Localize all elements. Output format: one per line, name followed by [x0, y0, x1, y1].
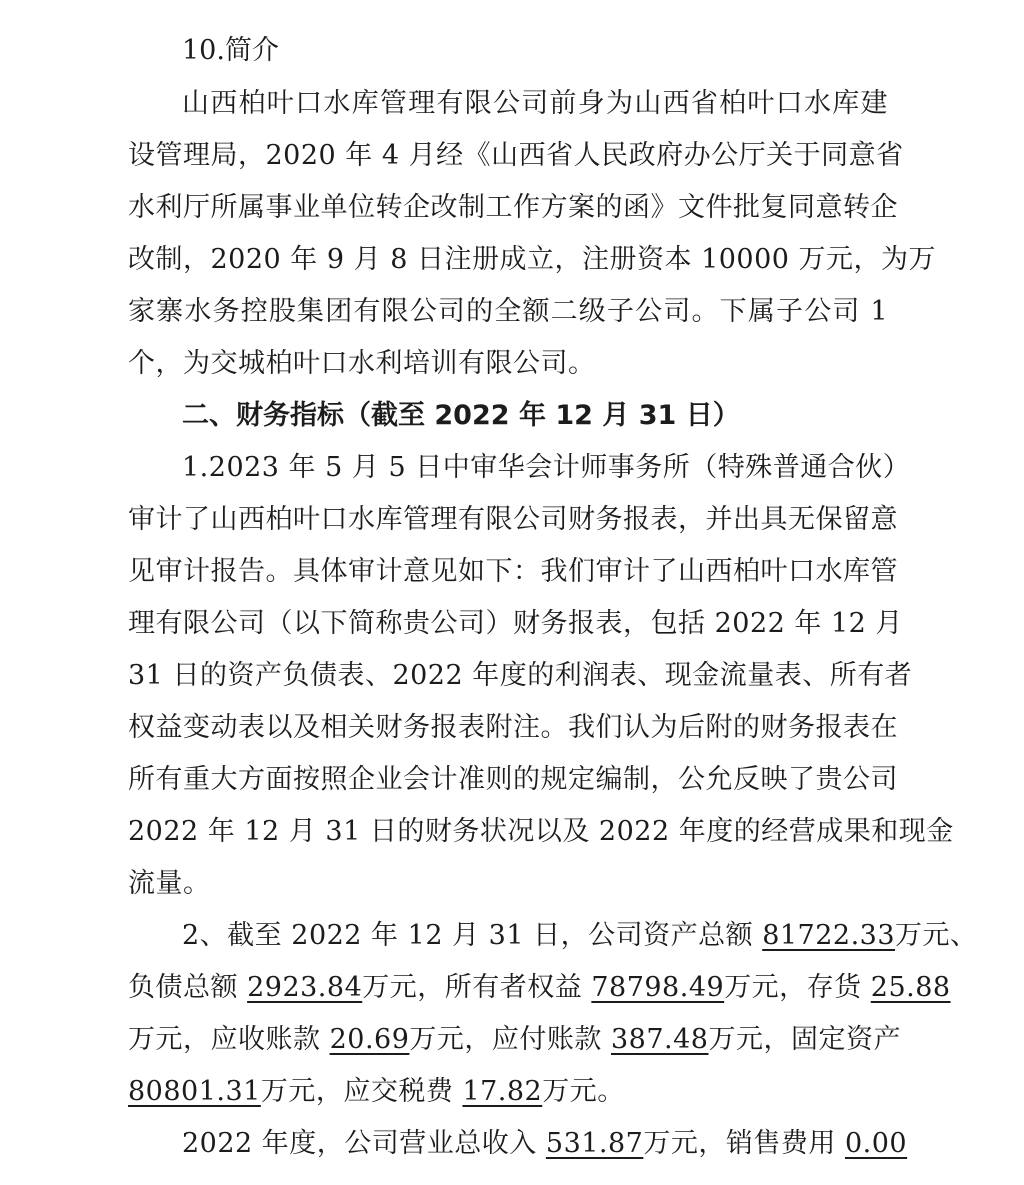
audit-line-8: 2022 年 12 月 31 日的财务状况以及 2022 年度的经营成果和现金 [128, 816, 954, 847]
balance-text: 万元，所有者权益 [362, 972, 592, 1003]
audit-line-4: 理有限公司（以下简称贵公司）财务报表，包括 2022 年 12 月 [128, 608, 903, 639]
balance-text: 万元，存货 [724, 972, 871, 1003]
intro-line-3: 水利厅所属事业单位转企改制工作方案的函》文件批复同意转企 [128, 192, 898, 223]
intro-line-5: 家寨水务控股集团有限公司的全额二级子公司。下属子公司 1 [128, 296, 888, 327]
total-liabilities-value: 2923.84 [247, 972, 363, 1003]
payables-value: 387.48 [610, 1024, 709, 1055]
inventory-value: 25.88 [870, 972, 951, 1003]
intro-title: 10.简介 [182, 35, 279, 66]
balance-text: 万元。 [542, 1076, 625, 1107]
audit-line-1: 1.2023 年 5 月 5 日中审华会计师事务所（特殊普通合伙） [182, 452, 911, 483]
income-line-1 [182, 1127, 908, 1161]
audit-line-5: 31 日的资产负债表、2022 年度的利润表、现金流量表、所有者 [128, 660, 913, 691]
balance-text: 万元，应收账款 [128, 1024, 330, 1055]
fixed-assets-value: 80801.31 [128, 1076, 261, 1107]
income-text: 万元，销售费用 [643, 1128, 845, 1159]
financial-heading: 二、财务指标（截至 2022 年 12 月 31 日） [182, 400, 740, 431]
intro-line-1: 山西柏叶口水库管理有限公司前身为山西省柏叶口水库建 [182, 88, 888, 119]
balance-line-1 [182, 919, 978, 953]
taxes-payable-value: 17.82 [462, 1076, 543, 1107]
audit-line-9: 流量。 [128, 868, 211, 899]
balance-text: 万元，应付账款 [409, 1024, 611, 1055]
intro-line-4: 改制，2020 年 9 月 8 日注册成立，注册资本 10000 万元，为万 [128, 244, 937, 275]
balance-line-2 [128, 971, 951, 1005]
balance-line-3 [128, 1023, 901, 1057]
audit-line-2: 审计了山西柏叶口水库管理有限公司财务报表，并出具无保留意 [128, 504, 898, 535]
balance-line-4 [128, 1075, 888, 1109]
audit-line-7: 所有重大方面按照企业会计准则的规定编制，公允反映了贵公司 [128, 764, 898, 795]
audit-line-3: 见审计报告。具体审计意见如下：我们审计了山西柏叶口水库管 [128, 556, 898, 587]
audit-line-6: 权益变动表以及相关财务报表附注。我们认为后附的财务报表在 [128, 712, 898, 743]
owners-equity-value: 78798.49 [591, 972, 725, 1003]
selling-expense-value: 0.00 [844, 1128, 908, 1159]
total-assets-value: 81722.33 [762, 920, 896, 951]
balance-text: 万元，应交税费 [260, 1076, 463, 1107]
intro-line-2: 设管理局，2020 年 4 月经《山西省人民政府办公厅关于同意省 [128, 140, 904, 171]
intro-line-6: 个，为交城柏叶口水利培训有限公司。 [128, 348, 596, 379]
balance-text: 万元，固定资产 [708, 1024, 901, 1055]
total-revenue-value: 531.87 [545, 1128, 644, 1159]
balance-text: 负债总额 [128, 972, 248, 1003]
receivables-value: 20.69 [329, 1024, 410, 1055]
income-text: 2022 年度，公司营业总收入 [182, 1128, 546, 1159]
balance-text: 万元、 [895, 920, 978, 951]
balance-text: 2、截至 2022 年 12 月 31 日，公司资产总额 [182, 920, 763, 951]
